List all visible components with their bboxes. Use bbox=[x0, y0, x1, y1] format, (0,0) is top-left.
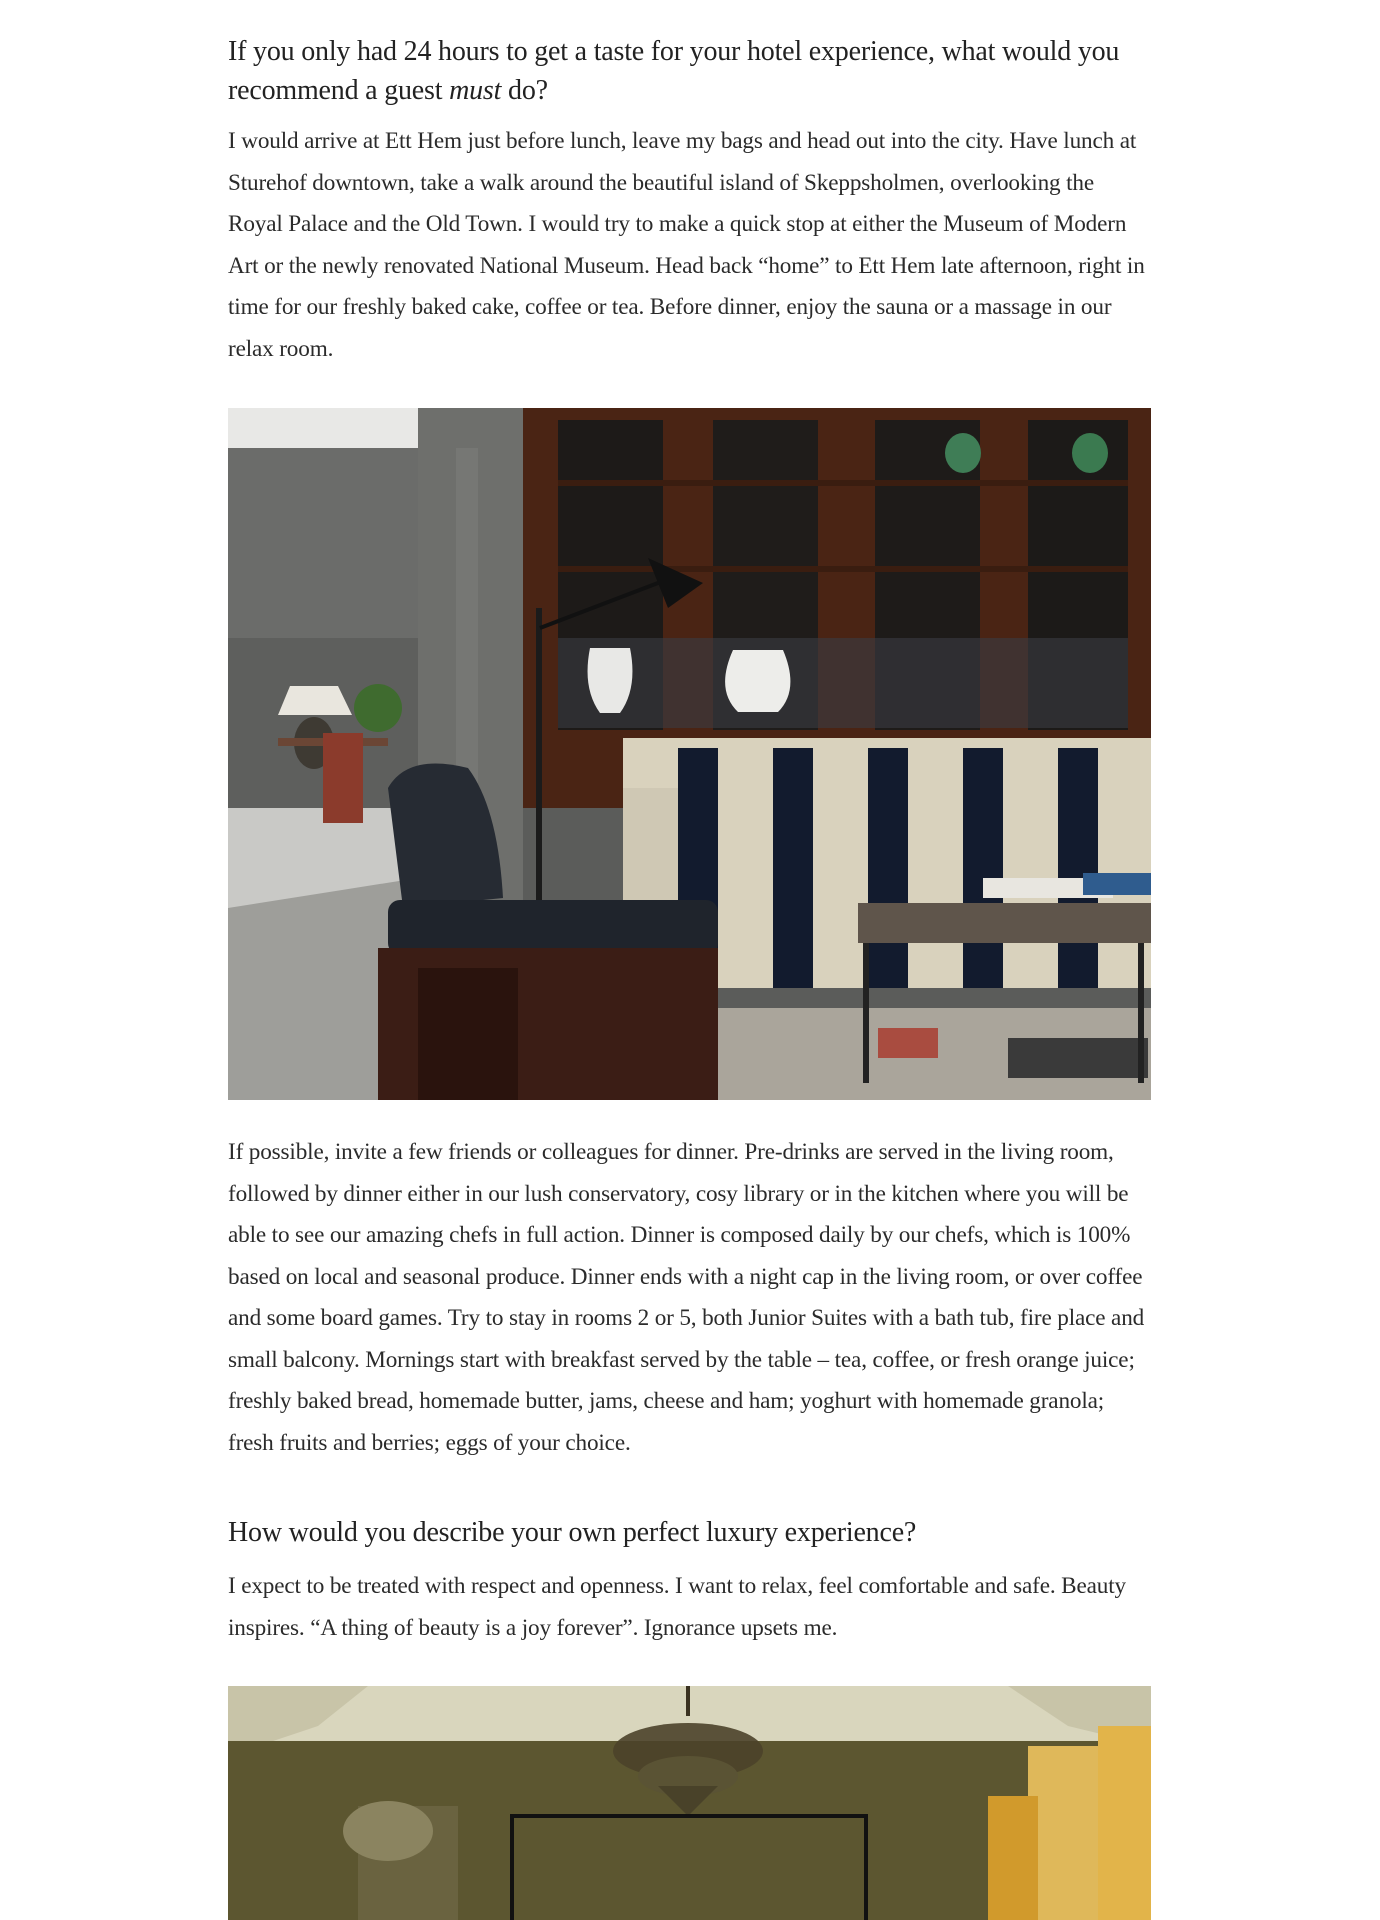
question-heading-luxury: How would you describe your own perfect luxury experience? bbox=[228, 1517, 917, 1548]
answer-paragraph-luxury: I expect to be treated with respect and openness. I want to relax, feel comfortable and safe. Beauty inspires. “A thing of beauty is a joy forever”. Ignorance upsets me. bbox=[228, 1573, 1126, 1641]
answer-paragraph-itinerary: I would arrive at Ett Hem just before lunch, leave my bags and head out into the city. Have lunch at Sturehof downtown, take a walk around the beautiful island of Skeppsholmen, overlooking the Royal Palace and the Old Town. I would try to make a quick stop at either the Museum of Modern Art or the newly renovated National Museum. Head back “home” to Ett Hem late afternoon, right in time for our freshly baked cake, coffee or tea. Before dinner, enjoy the sauna or a massage in our relax room. bbox=[228, 128, 1145, 362]
answer-paragraph-dinner: If possible, invite a few friends or colleagues for dinner. Pre-drinks are served in the living room, followed by dinner either in our lush conservatory, cosy library or in the kitchen where you will be able to see our amazing chefs in full action. Dinner is composed daily by our chefs, which is 100% based on local and seasonal produce. Dinner ends with a night cap in the living room, or over coffee and some board games. Try to stay in rooms 2 or 5, both Junior Suites with a bath tub, fire place and small balcony. Mornings start with breakfast served by the table – tea, coffee, or fresh orange juice; freshly baked bread, homemade butter, jams, cheese and ham; yoghurt with homemade granola; fresh fruits and berries; eggs of your choice. bbox=[228, 1139, 1145, 1456]
question-text-start: If you only had 24 hours to get a taste for your hotel experience, what would you recommend a guest bbox=[228, 36, 1120, 106]
question-heading-24-hours bbox=[228, 32, 1151, 110]
living-room-photo bbox=[228, 408, 1151, 1100]
bedroom-photo bbox=[228, 1686, 1151, 1920]
question-text-end: do? bbox=[501, 75, 548, 106]
question-emphasis: must bbox=[449, 75, 502, 106]
